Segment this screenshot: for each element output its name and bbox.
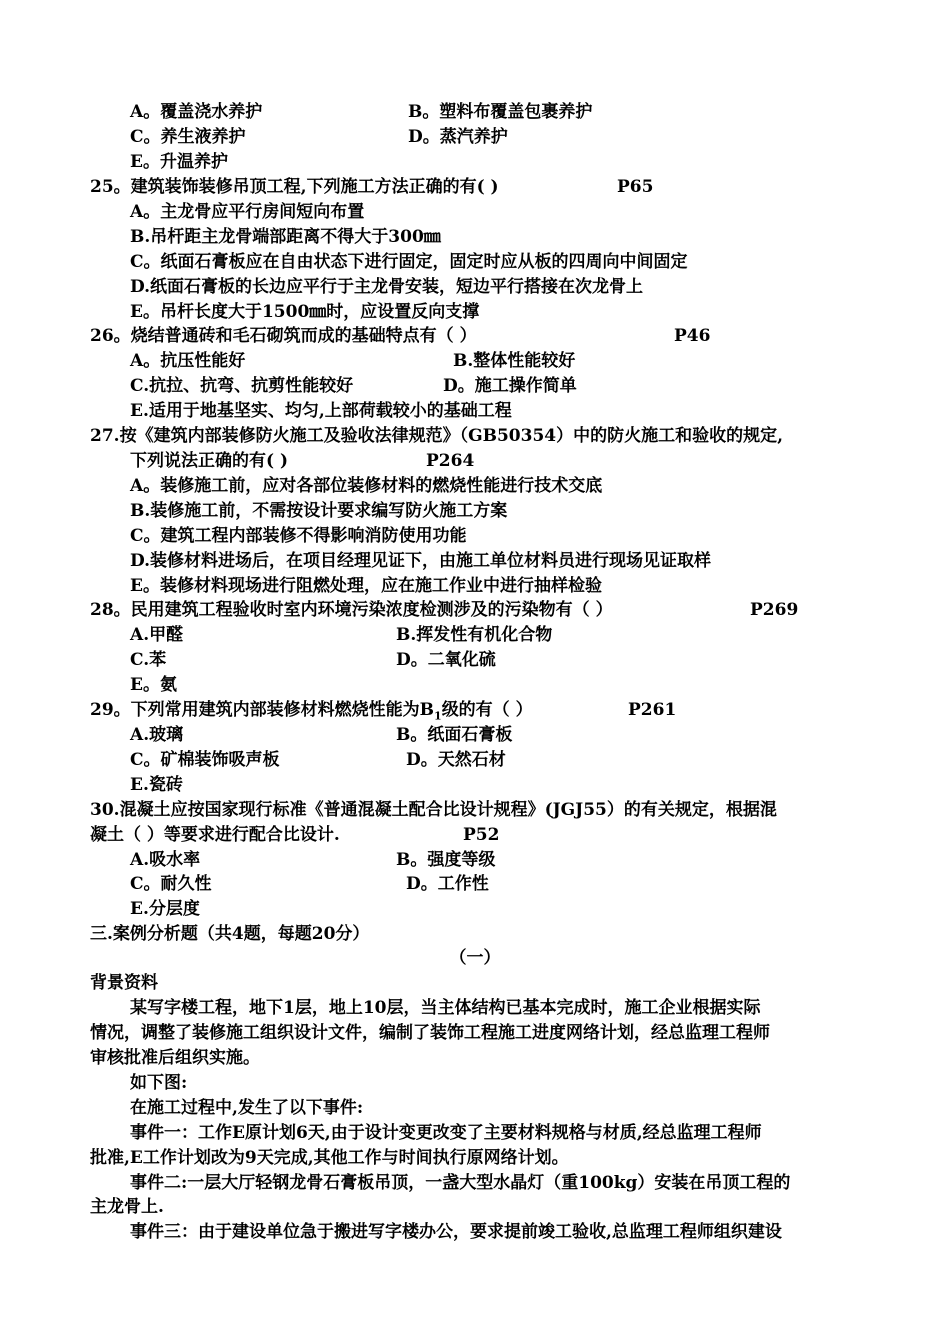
q28-stem: 28。民用建筑工程验收时室内环境污染浓度检测涉及的污染物有（ ）: [90, 600, 613, 620]
q25-option-c: C。纸面石膏板应在自由状态下进行固定，固定时应从板的四周向中间固定: [130, 252, 688, 272]
q26-option-c: C.抗拉、抗弯、抗剪性能较好: [130, 376, 354, 396]
q25-page-ref: P65: [617, 177, 654, 197]
background-label: 背景资料: [90, 973, 158, 993]
case-paragraph-3: 在施工过程中,发生了以下事件:: [130, 1098, 364, 1118]
q26-option-e: E.适用于地基坚实、均匀,上部荷载较小的基础工程: [130, 401, 512, 421]
q26-option-b: B.整体性能较好: [453, 351, 576, 371]
event-2-line1: 事件二:一层大厅轻钢龙骨石膏板吊顶，一盏大型水晶灯（重100kg）安装在吊顶工程的: [130, 1173, 791, 1193]
q29-stem-post: 级的有（ ）: [441, 700, 533, 720]
case-paragraph-1-line1: 某写字楼工程，地下1层，地上10层，当主体结构已基本完成时，施工企业根据实际: [130, 998, 761, 1018]
q27-option-a: A。装修施工前，应对各部位装修材料的燃烧性能进行技术交底: [130, 476, 603, 496]
q24-option-b: B。塑料布覆盖包裹养护: [408, 102, 593, 122]
q28-option-a: A.甲醛: [130, 625, 184, 645]
q28-option-b: B.挥发性有机化合物: [396, 625, 553, 645]
q27-stem-line1: 27.按《建筑内部装修防火施工及验收法律规范》（GB50354）中的防火施工和验收的规定,: [90, 426, 784, 446]
q30-page-ref: P52: [463, 825, 500, 845]
q29-option-e: E.瓷砖: [130, 775, 183, 795]
q29-page-ref: P261: [628, 700, 677, 720]
q27-option-e: E。装修材料现场进行阻燃处理，应在施工作业中进行抽样检验: [130, 576, 602, 596]
case-paragraph-2: 如下图:: [130, 1073, 188, 1093]
event-2-line2: 主龙骨上.: [90, 1197, 164, 1217]
q25-option-b: B.吊杆距主龙骨端部距离不得大于300㎜: [130, 227, 441, 247]
case-paragraph-1-line3: 审核批准后组织实施。: [90, 1048, 260, 1068]
case-paragraph-1-line2: 情况，调整了装修施工组织设计文件，编制了装饰工程施工进度网络计划，经总监理工程师: [90, 1023, 770, 1043]
q30-stem-line2: 凝土（ ）等要求进行配合比设计.: [90, 825, 340, 845]
q25-stem: 25。建筑装饰装修吊顶工程,下列施工方法正确的有( ): [90, 177, 499, 197]
q30-option-e: E.分层度: [130, 899, 200, 919]
q28-option-c: C.苯: [130, 650, 167, 670]
q28-option-e: E。氨: [130, 675, 177, 695]
q27-stem-line2: 下列说法正确的有( ): [130, 451, 289, 471]
q27-option-c: C。建筑工程内部装修不得影响消防使用功能: [130, 526, 467, 546]
event-1-line2: 批准,E工作计划改为9天完成,其他工作与时间执行原网络计划。: [90, 1148, 569, 1168]
q26-option-d: D。施工操作简单: [443, 376, 577, 396]
q30-option-c: C。耐久性: [130, 874, 212, 894]
q25-option-a: A。主龙骨应平行房间短向布置: [130, 202, 365, 222]
q25-option-d: D.纸面石膏板的长边应平行于主龙骨安装，短边平行搭接在次龙骨上: [130, 277, 644, 297]
case-heading: （一）: [449, 948, 501, 968]
q29-option-d: D。天然石材: [406, 750, 506, 770]
q24-option-e: E。升温养护: [130, 152, 228, 172]
q30-option-d: D。工作性: [406, 874, 489, 894]
q28-option-d: D。二氧化硫: [396, 650, 496, 670]
q27-option-d: D.装修材料进场后，在项目经理见证下，由施工单位材料员进行现场见证取样: [130, 551, 712, 571]
q25-option-e: E。吊杆长度大于1500㎜时，应设置反向支撑: [130, 302, 480, 322]
q30-stem-line1: 30.混凝土应按国家现行标准《普通混凝土配合比设计规程》(JGJ55）的有关规定，根据混: [90, 800, 777, 820]
q24-option-c: C。养生液养护: [130, 127, 246, 147]
q29-stem-pre: 29。下列常用建筑内部装修材料燃烧性能为B: [90, 700, 435, 720]
q29-option-b: B。纸面石膏板: [396, 725, 513, 745]
q24-option-a: A。覆盖浇水养护: [130, 102, 263, 122]
q27-page-ref: P264: [426, 451, 475, 471]
q26-stem: 26。烧结普通砖和毛石砌筑而成的基础特点有（ ）: [90, 326, 477, 346]
q30-option-b: B。强度等级: [396, 850, 496, 870]
event-1-line1: 事件一：工作E原计划6天,由于设计变更改变了主要材料规格与材质,经总监理工程师: [130, 1123, 762, 1143]
q26-page-ref: P46: [674, 326, 711, 346]
q29-option-a: A.玻璃: [130, 725, 184, 745]
section-heading: 三.案例分析题（共4题，每题20分）: [90, 924, 370, 944]
event-3-line1: 事件三：由于建设单位急于搬进写字楼办公，要求提前竣工验收,总监理工程师组织建设: [130, 1222, 782, 1242]
q28-page-ref: P269: [750, 600, 799, 620]
q24-option-d: D。蒸汽养护: [408, 127, 508, 147]
q29-stem-subscript: 1: [434, 709, 442, 723]
q30-option-a: A.吸水率: [130, 850, 201, 870]
q29-option-c: C。矿棉装饰吸声板: [130, 750, 280, 770]
q27-option-b: B.装修施工前，不需按设计要求编写防火施工方案: [130, 501, 508, 521]
q26-option-a: A。抗压性能好: [130, 351, 246, 371]
